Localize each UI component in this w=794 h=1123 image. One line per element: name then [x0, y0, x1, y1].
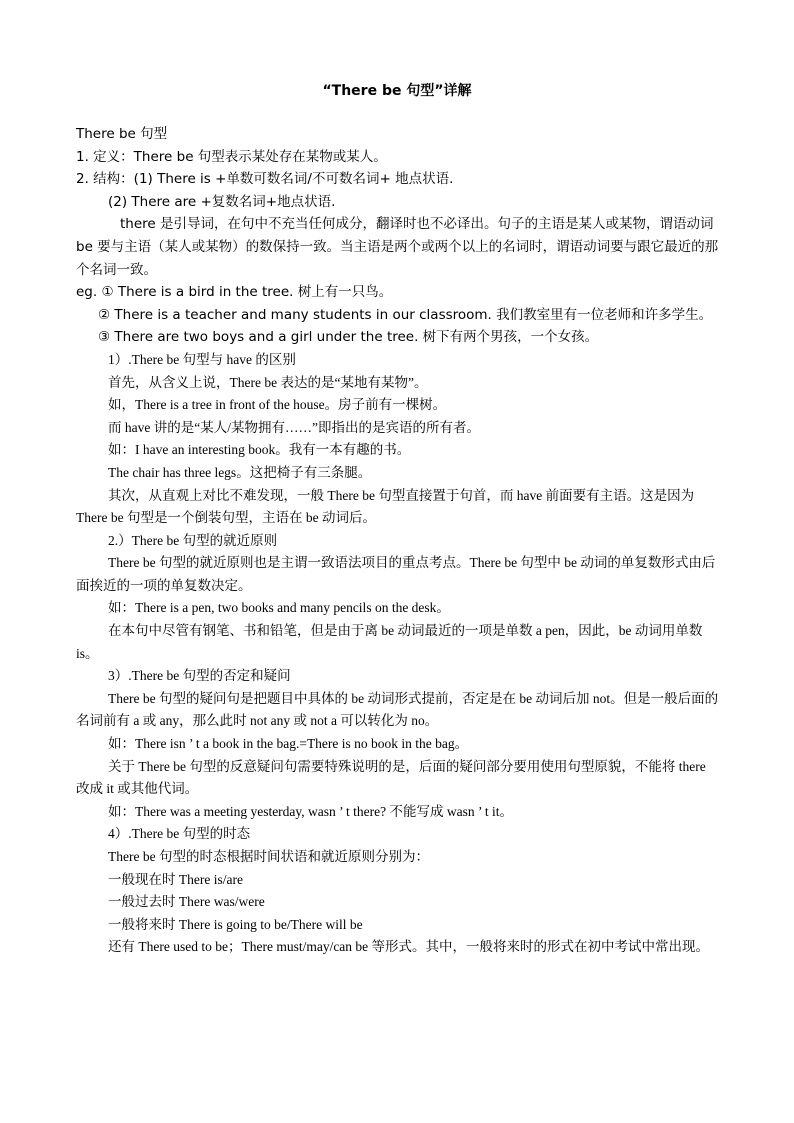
structure-line-1: 2. 结构：(1) There is +单数可数名词/不可数名词+ 地点状语.	[76, 171, 454, 188]
paragraph: There be 句型的就近原则也是主谓一致语法项目的重点考点。There be 句型中 be 动词的单复数形式由后面挨近的一项的单复数决定。	[76, 555, 716, 593]
text-line: 一般现在时 There is/are	[108, 871, 243, 887]
text-line: 如：There isn ’ t a book in the bag.=There is no book in the bag。	[108, 736, 469, 752]
subheading-3: 3）.There be 句型的否定和疑问	[108, 668, 291, 684]
paragraph: 关于 There be 句型的反意疑问句需要特殊说明的是，后面的疑问部分要用使用句型原貌，不能将 there 改成 it 或其他代词。	[76, 758, 706, 797]
text-line: 而 have 讲的是“某人/某物拥有……”即指出的是宾语的所有者。	[108, 419, 480, 435]
subheading-4: 4）.There be 句型的时态	[108, 826, 251, 842]
paragraph: 还有 There used to be；There must/may/can be 等形式。其中，一般将来时的形式在初中考试中常出现。	[108, 939, 710, 955]
text-line: 如：There is a pen, two books and many pencils on the desk。	[108, 600, 450, 616]
example-2: ② There is a teacher and many students in our classroom. 我们教室里有一位老师和许多学生。	[98, 306, 713, 323]
definition-line: 1. 定义：There be 句型表示某处存在某物或某人。	[76, 148, 387, 165]
text-line: 如：I have an interesting book。我有一本有趣的书。	[108, 442, 411, 458]
text-line: The chair has three legs。这把椅子有三条腿。	[108, 464, 372, 480]
text-line: 一般过去时 There was/were	[108, 894, 265, 910]
paragraph: There be 句型的疑问句是把题目中具体的 be 动词形式提前，否定是在 be 动词后加 not。但是一般后面的名词前有 a 或 any，那么此时 not any 或 not a 可以转化为 no。	[76, 690, 719, 729]
text-line: 如：There was a meeting yesterday, wasn ’ t there? 不能写成 wasn ’ t it。	[108, 803, 513, 819]
text-line: 如，There is a tree in front of the house。房子前有一棵树。	[108, 397, 447, 413]
document-title: “There be 句型”详解	[322, 83, 472, 99]
document-body	[76, 123, 720, 959]
example-3: ③ There are two boys and a girl under the tree. 树下有两个男孩，一个女孩。	[98, 329, 599, 346]
example-1: eg. ① There is a bird in the tree. 树上有一只鸟。	[76, 284, 393, 301]
subheading-1: 1）.There be 句型与 have 的区别	[108, 351, 296, 367]
text-line: 一般将来时 There is going to be/There will be	[108, 916, 363, 932]
paragraph: 其次，从直观上对比不难发现，一般 There be 句型直接置于句首，而 have 前面要有主语。这是因为 There be 句型是一个倒装句型，主语在 be 动词后。	[76, 487, 695, 526]
paragraph: 在本句中尽管有钢笔、书和铅笔，但是由于离 be 动词最近的一项是单数 a pen，因此，be 动词用单数 is。	[76, 623, 703, 661]
subheading-2: 2.）There be 句型的就近原则	[108, 532, 278, 548]
text-line: There be 句型的时态根据时间状语和就近原则分别为：	[108, 849, 429, 864]
text-line: 首先，从含义上说，There be 表达的是“某地有某物”。	[108, 374, 428, 390]
paragraph-explanation: there 是引导词，在句中不充当任何成分，翻译时也不必译出。句子的主语是某人或某物，谓语动词 be 要与主语（某人或某物）的数保持一致。当主语是两个或两个以上的名词时，谓语动词要与跟它最近的那个名词一致。	[76, 216, 719, 278]
section-heading: There be 句型	[76, 126, 168, 142]
structure-line-2: (2) There are +复数名词+地点状语.	[108, 193, 336, 210]
